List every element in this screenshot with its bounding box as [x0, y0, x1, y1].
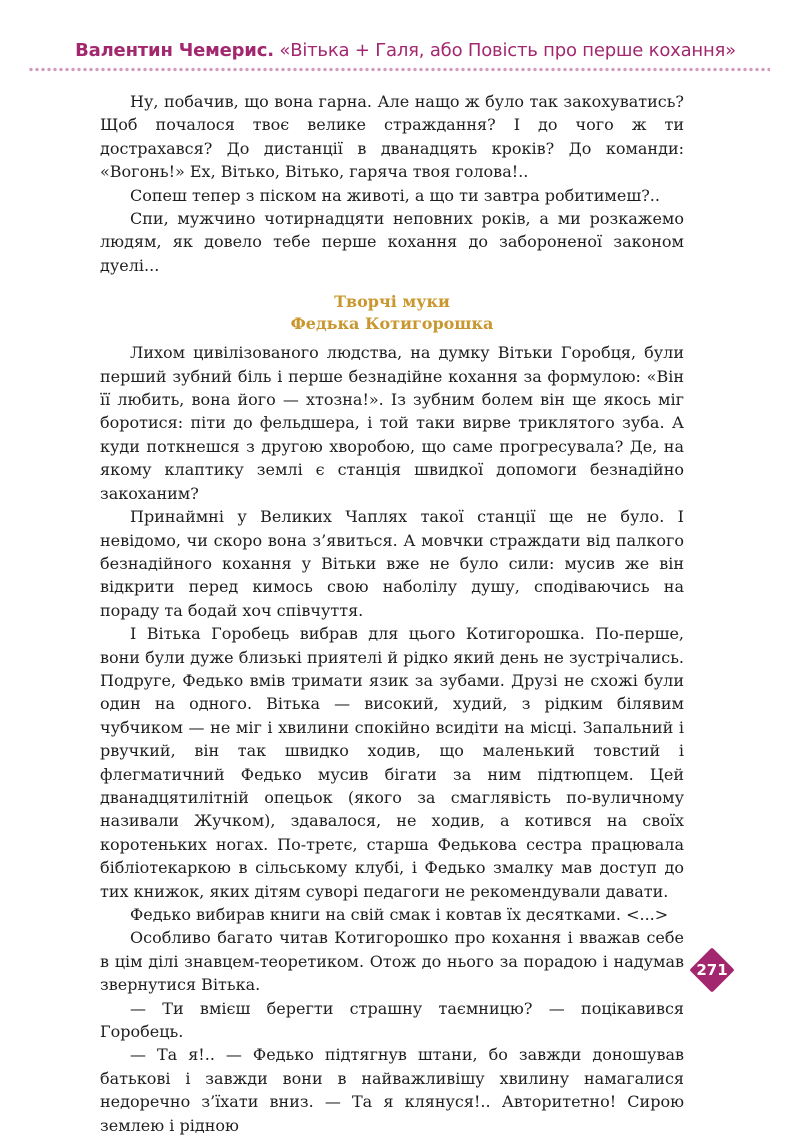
running-header — [75, 40, 736, 61]
page-body — [100, 90, 684, 1137]
header-title: «Вітька + Галя, або Повість про перше кохання» — [279, 40, 736, 61]
header-author: Валентин Чемерис. — [75, 40, 274, 61]
paragraph: Принаймні у Великих Чаплях такої станції ще не було. І невідомо, чи скоро вона з’явиться. А мовчки страждати від палкого безнадійного кохання у Вітьки вже не було сили: мусив же він відкрити перед кимось свою наболілу душу, сподіваючись на пораду та бодай хоч співчуття. — [100, 507, 684, 620]
paragraph: Федько вибирав книги на свій смак і ковтав їх десятками. <...> — [130, 905, 669, 924]
paragraph: Спи, мужчино чотирнадцяти неповних років, а ми розкажемо людям, як довело тебе перше кохання до забороненої законом дуелі... — [100, 209, 684, 275]
page-number-badge — [690, 948, 734, 992]
paragraph: Лихом цивілізованого людства, на думку Вітьки Горобця, були перший зубний біль і перше безнадійне кохання за формулою: «Він її любить, вона його — хтозна!». Із зубним болем він ще якось міг боротися: піти до фельдшера, і той таки вирве триклятого зуба. А куди поткнешся з другою хворобою, що саме прогресувала? Де, на якому клаптику землі є станція швидкої допомоги безнадійно закоханим? — [100, 343, 684, 503]
section-heading-line1: Творчі муки — [334, 292, 450, 312]
section-heading — [100, 291, 684, 335]
dialogue-line: — Ти вмієш берегти страшну таємницю? — поцікавився Горобець. — [100, 998, 684, 1042]
paragraph: Сопеш тепер з піском на животі, а що ти завтра робитимеш?.. — [130, 185, 660, 205]
section-heading-line2: Федька Котигорошка — [290, 314, 494, 334]
header-dotted-divider — [28, 67, 770, 72]
paragraph: Особливо багато читав Котигорошко про кохання і вважав себе в цім ділі знавцем-теоретиком. Отож до нього за порадою і надумав звернутися Вітька. — [100, 928, 684, 995]
paragraph: Ну, побачив, що вона гарна. Але нащо ж було так закохуватись? Щоб почалося твоє велике страждання? І до чого ж ти дострахався? До дистанції в дванадцять кроків? До команди: «Вогонь!» Ех, Вітько, Вітько, гаряча твоя голова!.. — [100, 92, 684, 182]
paragraph: І Вітька Горобець вибрав для цього Котигорошка. По-перше, вони були дуже близькі приятелі й рідко який день не зустрічались. Подруге, Федько вмів тримати язик за зубами. Друзі не схожі були один на одного. Вітька — високий, худий, з рідким білявим чубчиком — не міг і хвилини спокійно всидіти на місці. Запальний і рвучкий, він так швидко ходив, що маленький товстий і флегматичний Федько мусив бігати за ним підтюпцем. Цей дванадцятилітній опецьок (якого за смаглявість по-вуличному називали Жучком), здавалося, не ходив, а котився на своїх коротеньких ногах. По-третє, старша Федькова сестра працювала бібліотекаркою в сільському клубі, і Федько змалку мав доступ до тих книжок, яких дітям суворі педагоги не рекомендували давати. — [100, 624, 684, 901]
page-number: 271 — [696, 961, 728, 979]
dialogue-line: — Та я!.. — Федько підтягнув штани, бо завжди доношував батькові і завжди вони в найважливішу хвилину намагалися недоречно з’їхати вниз. — Та я клянуся!.. Авторитетно! Сирою землею і рідною — [100, 1045, 684, 1135]
